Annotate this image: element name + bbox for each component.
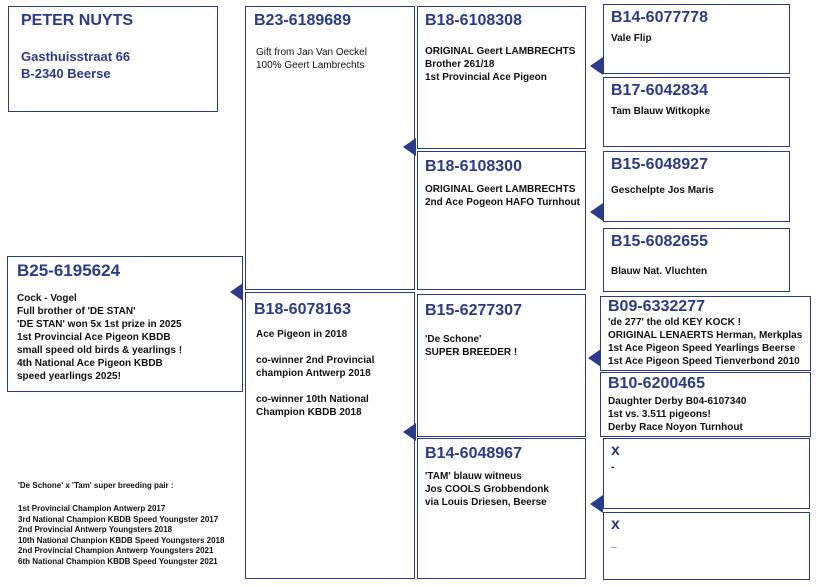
owner-street: Gasthuisstraat 66 bbox=[21, 49, 131, 64]
ds-dam-box bbox=[600, 372, 811, 437]
dam-dam-ring: B14-6048967 bbox=[425, 445, 522, 462]
ds-sire-ring: B09-6332277 bbox=[608, 298, 705, 315]
arrow-left-icon bbox=[403, 138, 416, 156]
arrow-left-icon bbox=[588, 349, 601, 367]
dd-dam-box bbox=[603, 512, 810, 580]
ss-dam-ring: B17-6042834 bbox=[611, 82, 708, 99]
sire-sire-ring: B18-6108308 bbox=[425, 12, 522, 29]
sd-dam-ring: B15-6082655 bbox=[611, 233, 708, 250]
sd-dam-box bbox=[603, 228, 790, 292]
dam-dam-box bbox=[417, 438, 586, 579]
owner-box bbox=[8, 6, 218, 112]
subject-box bbox=[7, 256, 243, 392]
ss-sire-ring: B14-6077778 bbox=[611, 9, 708, 26]
dd-dam-details: _ bbox=[611, 538, 617, 549]
ds-dam-ring: B10-6200465 bbox=[608, 375, 705, 392]
ss-sire-details: Vale Flip bbox=[611, 33, 652, 44]
dd-dam-ring: x bbox=[611, 516, 620, 533]
sd-dam-details: Blauw Nat. Vluchten bbox=[611, 266, 708, 277]
arrow-left-icon bbox=[230, 283, 243, 301]
dam-ring: B18-6078163 bbox=[254, 301, 351, 318]
dam-dam-details: 'TAM' blauw witneus Jos COOLS Grobbendonk via Louis Driesen, Beerse bbox=[425, 471, 549, 508]
sd-sire-ring: B15-6048927 bbox=[611, 156, 708, 173]
ss-sire-box bbox=[603, 4, 790, 74]
subject-details: Cock - Vogel Full brother of 'DE STAN' 'DE STAN' won 5x 1st prize in 2025 1st Provincial Ace Pigeon KBDB small speed old birds & yearlings ! 4th National Ace Pigeon KBDB speed yearlings 2025! bbox=[17, 293, 183, 382]
sire-sire-details: ORIGINAL Geert LAMBRECHTS Brother 261/18 1st Provincial Ace Pigeon bbox=[425, 46, 576, 83]
dd-sire-box bbox=[603, 438, 810, 509]
sire-dam-box bbox=[417, 151, 586, 290]
sire-dam-ring: B18-6108300 bbox=[425, 158, 522, 175]
arrow-left-icon bbox=[590, 495, 603, 513]
dd-sire-details: - bbox=[611, 462, 615, 473]
sd-sire-box bbox=[603, 151, 790, 222]
arrow-left-icon bbox=[590, 57, 603, 75]
dam-sire-details: 'De Schone' SUPER BREEDER ! bbox=[425, 334, 518, 358]
ds-dam-details: Daughter Derby B04-6107340 1st vs. 3.511 pigeons! Derby Race Noyon Turnhout bbox=[608, 396, 747, 433]
sd-sire-details: Geschelpte Jos Maris bbox=[611, 185, 714, 196]
breeding-pair-title: 'De Schone' x 'Tam' super breeding pair : bbox=[18, 481, 174, 490]
ss-dam-box bbox=[603, 77, 790, 147]
owner-city: B-2340 Beerse bbox=[21, 66, 111, 81]
arrow-left-icon bbox=[590, 203, 603, 221]
breeding-pair-results: 1st Provincial Champion Antwerp 2017 3rd National Champion KBDB Speed Youngster 2017 2nd Provincial Antwerp Youngsters 2018 10th National Chanpion KBDB Speed Youngsters 2018 2nd Provincial Champion Antwerp Youngsters 2021 6th National Champion KBDB Speed Youngster 2021 bbox=[18, 504, 225, 566]
dam-sire-ring: B15-6277307 bbox=[425, 302, 522, 319]
ss-dam-details: Tam Blauw Witkopke bbox=[611, 106, 711, 117]
sire-sire-box bbox=[417, 6, 586, 149]
sire-dam-details: ORIGINAL Geert LAMBRECHTS 2nd Ace Pogeon HAFO Turnhout bbox=[425, 184, 580, 208]
ds-sire-box bbox=[600, 296, 811, 371]
subject-ring: B25-6195624 bbox=[17, 261, 121, 280]
dam-sire-box bbox=[417, 294, 586, 437]
dam-box bbox=[245, 292, 415, 579]
sire-details: Gift from Jan Van Oeckel 100% Geert Lambrechts bbox=[256, 47, 367, 71]
owner-name: PETER NUYTS bbox=[21, 12, 134, 29]
sire-box bbox=[245, 6, 415, 290]
arrow-left-icon bbox=[403, 423, 416, 441]
ds-sire-details: 'de 277' the old KEY KOCK ! ORIGINAL LENAERTS Herman, Merkplas 1st Ace Pigeon Speed Yearlings Beerse 1st Ace Pigeon Speed Tienverbond 2010 bbox=[608, 317, 803, 367]
sire-ring: B23-6189689 bbox=[254, 12, 351, 29]
dam-details: Ace Pigeon in 2018 co-winner 2nd Provincial champion Antwerp 2018 co-winner 10th National Champion KBDB 2018 bbox=[256, 329, 375, 418]
dd-sire-ring: x bbox=[611, 442, 620, 459]
